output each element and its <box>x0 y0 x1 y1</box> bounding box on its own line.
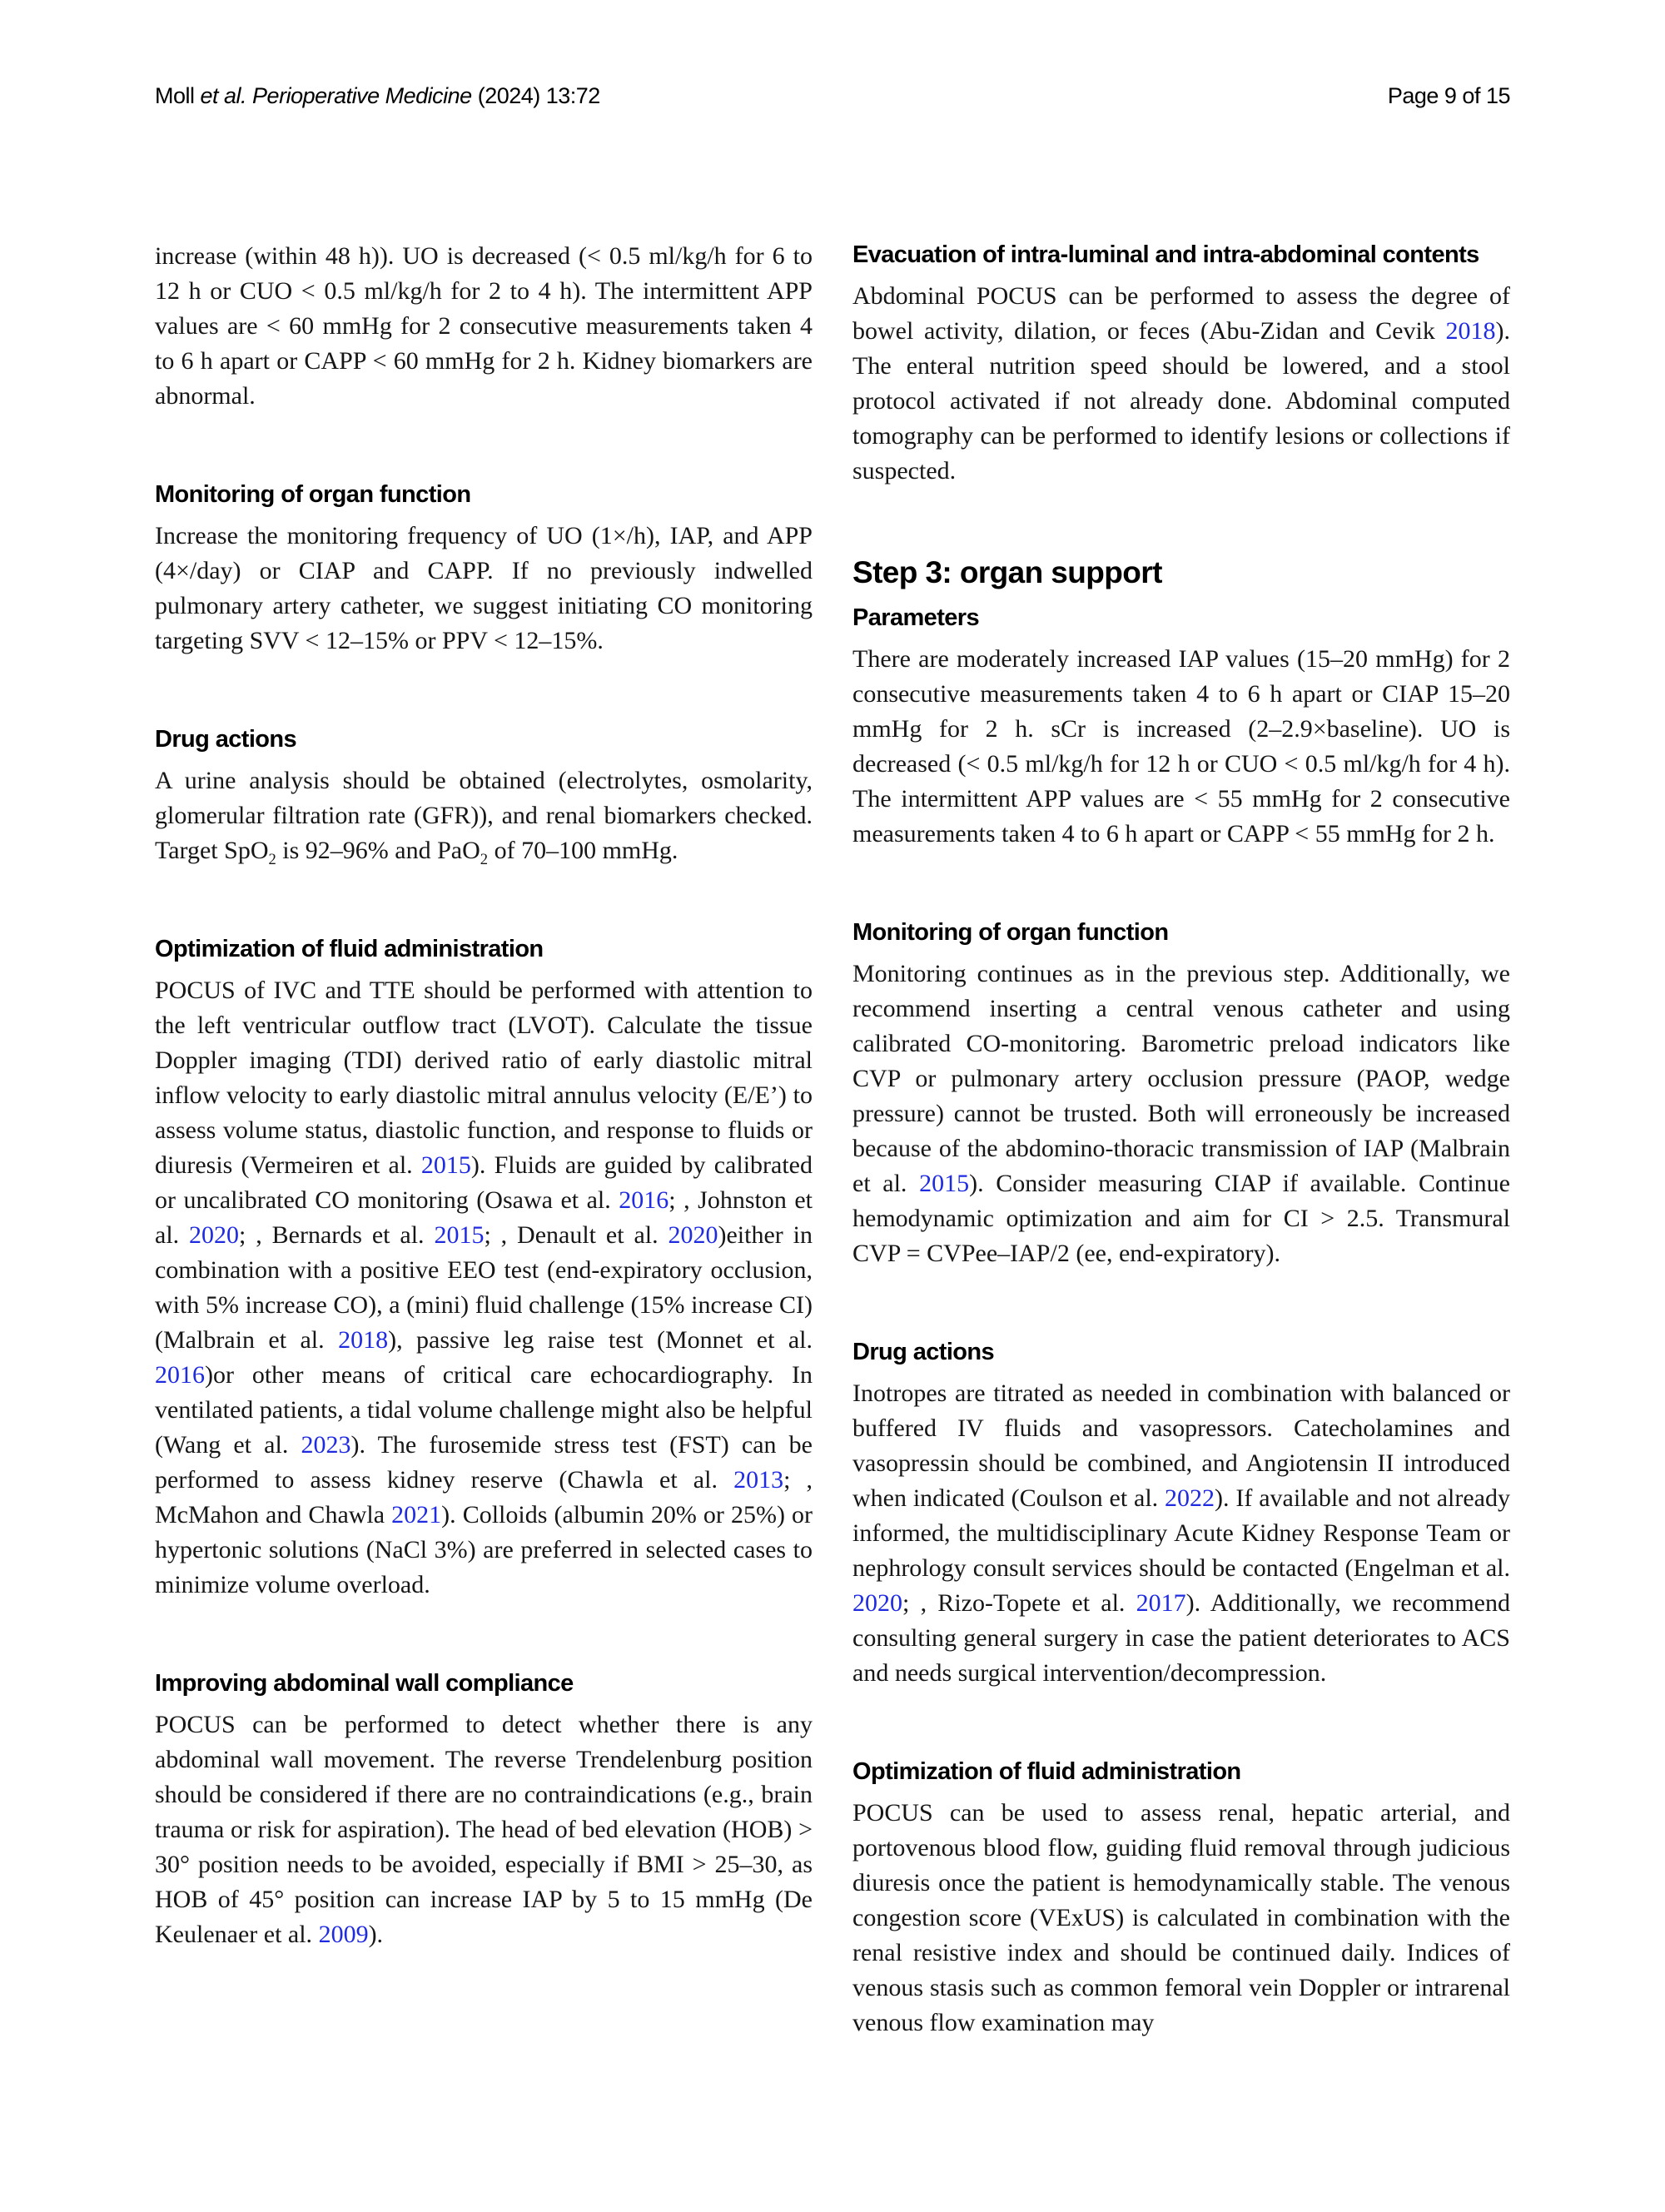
text-segment: POCUS can be used to assess renal, hepatic arterial, and portovenous blood flow, guiding fluid removal through judicious diuresis once the patient is hemodynamically stable. The venous congestion score (VExUS) is calculated in combination with the renal resistive index and should be continued daily. Indices of venous stasis such as common femoral vein Doppler or intrarenal venous flow examination may <box>852 1799 1510 2036</box>
paragraph <box>155 519 813 659</box>
text-segment: ). The enteral nutrition speed should be lowered, and a stool protocol activated if not already done. Abdominal computed tomography can be performed to identify lesions or collections if suspected. <box>852 317 1510 485</box>
section-step3-organ-support <box>852 554 1510 852</box>
citation-link[interactable]: 2017 <box>1136 1589 1186 1617</box>
section-fluid-administration <box>852 1756 1510 2041</box>
section-monitoring-organ-function <box>852 917 1510 1271</box>
paragraph <box>852 957 1510 1271</box>
text-segment: A urine analysis should be obtained (electrolytes, osmolarity, glomerular filtration rate (GFR)), and renal biomarkers checked. Target SpO <box>155 767 813 864</box>
citation-link[interactable]: 2009 <box>318 1921 369 1948</box>
text-segment: ). <box>368 1921 384 1948</box>
section-fluid-administration <box>155 933 813 1603</box>
paragraph <box>852 1796 1510 2041</box>
citation-link[interactable]: 2018 <box>338 1326 389 1354</box>
text-segment: is 92–96% and PaO <box>276 837 480 864</box>
paragraph <box>852 642 1510 852</box>
text-segment: Abdominal POCUS can be performed to assess the degree of bowel activity, dilation, or feces (Abu-Zidan and Cevik <box>852 282 1510 345</box>
right-column <box>852 239 1510 2041</box>
page-number: Page 9 of 15 <box>1387 83 1510 108</box>
subscript: 2 <box>480 851 489 868</box>
citation-link[interactable]: 2022 <box>1165 1484 1215 1512</box>
citation-link[interactable]: 2016 <box>155 1361 205 1389</box>
citation-link[interactable]: 2018 <box>1445 317 1496 345</box>
text-segment: ; , McMahon and Chawla <box>155 1466 813 1529</box>
section-heading: Monitoring of organ function <box>852 919 1169 946</box>
paragraph <box>155 763 813 868</box>
text-segment: increase (within 48 h)). UO is decreased (< 0.5 ml/kg/h for 6 to 12 h or CUO < 0.5 ml/kg/h for 2 to 4 h). The intermittent APP values are < 60 mmHg for 2 consecutive measurements taken 4 to 6 h apart or CAPP < 60 mmHg for 2 h. Kidney biomarkers are abnormal. <box>155 242 813 410</box>
citation-link[interactable]: 2016 <box>619 1186 669 1214</box>
step-heading: Step 3: organ support <box>852 555 1162 589</box>
text-segment: (2024) 13:72 <box>471 83 600 108</box>
text-segment: ). Fluids are guided by calibrated or uncalibrated CO monitoring (Osawa et al. <box>155 1151 813 1214</box>
text-segment: of 70–100 mmHg. <box>488 837 678 864</box>
text-segment: ; , Johnston et al. <box>155 1186 813 1249</box>
text-segment: ). If available and not already informed, the multidisciplinary Acute Kidney Response Team or nephrology consult services should be contacted (Engelman et al. <box>852 1484 1510 1582</box>
citation-link[interactable]: 2020 <box>189 1221 240 1249</box>
section-drug-actions <box>155 723 813 868</box>
text-segment: Inotropes are titrated as needed in combination with balanced or buffered IV fluids and vasopressors. Catecholamines and vasopressin should be combined, and Angiotensin II introduced when indicated (Coulson et al. <box>852 1379 1510 1512</box>
text-segment: POCUS can be performed to detect whether there is any abdominal wall movement. The reverse Trendelenburg position should be considered if there are no contraindications (e.g., brain trauma or risk for aspiration). The head of bed elevation (HOB) > 30° position needs to be avoided, especially if BMI > 25–30, as HOB of 45° position can increase IAP by 5 to 15 mmHg (De Keulenaer et al. <box>155 1711 813 1948</box>
paragraph <box>852 279 1510 489</box>
section-evacuation-contents <box>852 239 1510 489</box>
section-drug-actions <box>852 1336 1510 1691</box>
text-segment: et al. Perioperative Medicine <box>200 83 472 108</box>
text-segment: ). The furosemide stress test (FST) can be performed to assess kidney reserve (Chawla et al. <box>155 1431 813 1494</box>
text-segment: ). Colloids (albumin 20% or 25%) or hypertonic solutions (NaCl 3%) are preferred in selected cases to minimize volume overload. <box>155 1501 813 1598</box>
text-segment: Monitoring continues as in the previous step. Additionally, we recommend inserting a central venous catheter and using calibrated CO-monitoring. Barometric preload indicators like CVP or pulmonary artery occlusion pressure (PAOP, wedge pressure) cannot be trusted. Both will erroneously be increased because of the abdomino-thoracic transmission of IAP (Malbrain et al. <box>852 960 1510 1197</box>
section-heading: Monitoring of organ function <box>155 481 471 508</box>
section-heading: Evacuation of intra-luminal and intra-abdominal contents <box>852 241 1479 268</box>
text-segment: POCUS of IVC and TTE should be performed with attention to the left ventricular outflow tract (LVOT). Calculate the tissue Doppler imaging (TDI) derived ratio of early diastolic mitral inflow velocity to early diastolic mitral annulus velocity (E/E’) to assess volume status, diastolic function, and response to fluids or diuresis (Vermeiren et al. <box>155 977 813 1179</box>
left-column <box>155 239 813 1952</box>
text-segment: Moll <box>155 83 201 108</box>
section-abdominal-wall-compliance <box>155 1668 813 1952</box>
paragraph <box>155 239 813 414</box>
citation-link[interactable]: 2013 <box>733 1466 784 1494</box>
text-segment: ; , Rizo-Topete et al. <box>902 1589 1136 1617</box>
text-segment: ; , Bernards et al. <box>239 1221 435 1249</box>
section-heading: Optimization of fluid administration <box>155 936 544 962</box>
section-monitoring-organ-function <box>155 479 813 659</box>
running-head-citation <box>155 83 600 109</box>
citation-link[interactable]: 2023 <box>301 1431 351 1459</box>
citation-link[interactable]: 2015 <box>420 1151 471 1179</box>
text-segment: There are moderately increased IAP values (15–20 mmHg) for 2 consecutive measurements taken 4 to 6 h apart or CIAP 15–20 mmHg for 2 h. sCr is increased (2–2.9×baseline). UO is decreased (< 0.5 ml/kg/h for 12 h or CUO < 0.5 ml/kg/h for 4 h). The intermittent APP values are < 55 mmHg for 2 consecutive measurements taken 4 to 6 h apart or CAPP < 55 mmHg for 2 h. <box>852 645 1510 848</box>
paragraph <box>852 1376 1510 1691</box>
citation-link[interactable]: 2015 <box>434 1221 485 1249</box>
text-segment: ), passive leg raise test (Monnet et al. <box>388 1326 813 1354</box>
text-segment: )either in combination with a positive EEO test (end-expiratory occlusion, with 5% increase CO), a (mini) fluid challenge (15% increase CI) (Malbrain et al. <box>155 1221 813 1354</box>
section-heading: Drug actions <box>852 1339 995 1365</box>
section-heading: Improving abdominal wall compliance <box>155 1670 574 1697</box>
text-segment: ). Consider measuring CIAP if available. Continue hemodynamic optimization and aim for CI > 2.5. Transmural CVP = CVPee–IAP/2 (ee, end-expiratory). <box>852 1170 1510 1267</box>
text-segment: ). Additionally, we recommend consulting general surgery in case the patient deteriorates to ACS and needs surgical intervention/decompression. <box>852 1589 1510 1687</box>
citation-link[interactable]: 2020 <box>852 1589 902 1617</box>
subscript: 2 <box>268 851 276 868</box>
section-heading: Drug actions <box>155 726 297 753</box>
text-segment: Increase the monitoring frequency of UO (1×/h), IAP, and APP (4×/day) or CIAP and CAPP. If no previously indwelled pulmonary artery catheter, we suggest initiating CO monitoring targeting SVV < 12–15% or PPV < 12–15%. <box>155 522 813 654</box>
citation-link[interactable]: 2015 <box>919 1170 970 1197</box>
page-header <box>155 83 1510 109</box>
citation-link[interactable]: 2021 <box>391 1501 442 1529</box>
paragraph <box>155 973 813 1603</box>
section-heading: Parameters <box>852 604 979 631</box>
text-segment: ; , Denault et al. <box>484 1221 668 1249</box>
citation-link[interactable]: 2020 <box>668 1221 718 1249</box>
paragraph <box>155 1707 813 1952</box>
section-continued-parameters <box>155 239 813 414</box>
section-heading: Optimization of fluid administration <box>852 1758 1241 1785</box>
text-segment: )or other means of critical care echocardiography. In ventilated patients, a tidal volume challenge might also be helpful (Wang et al. <box>155 1361 813 1459</box>
